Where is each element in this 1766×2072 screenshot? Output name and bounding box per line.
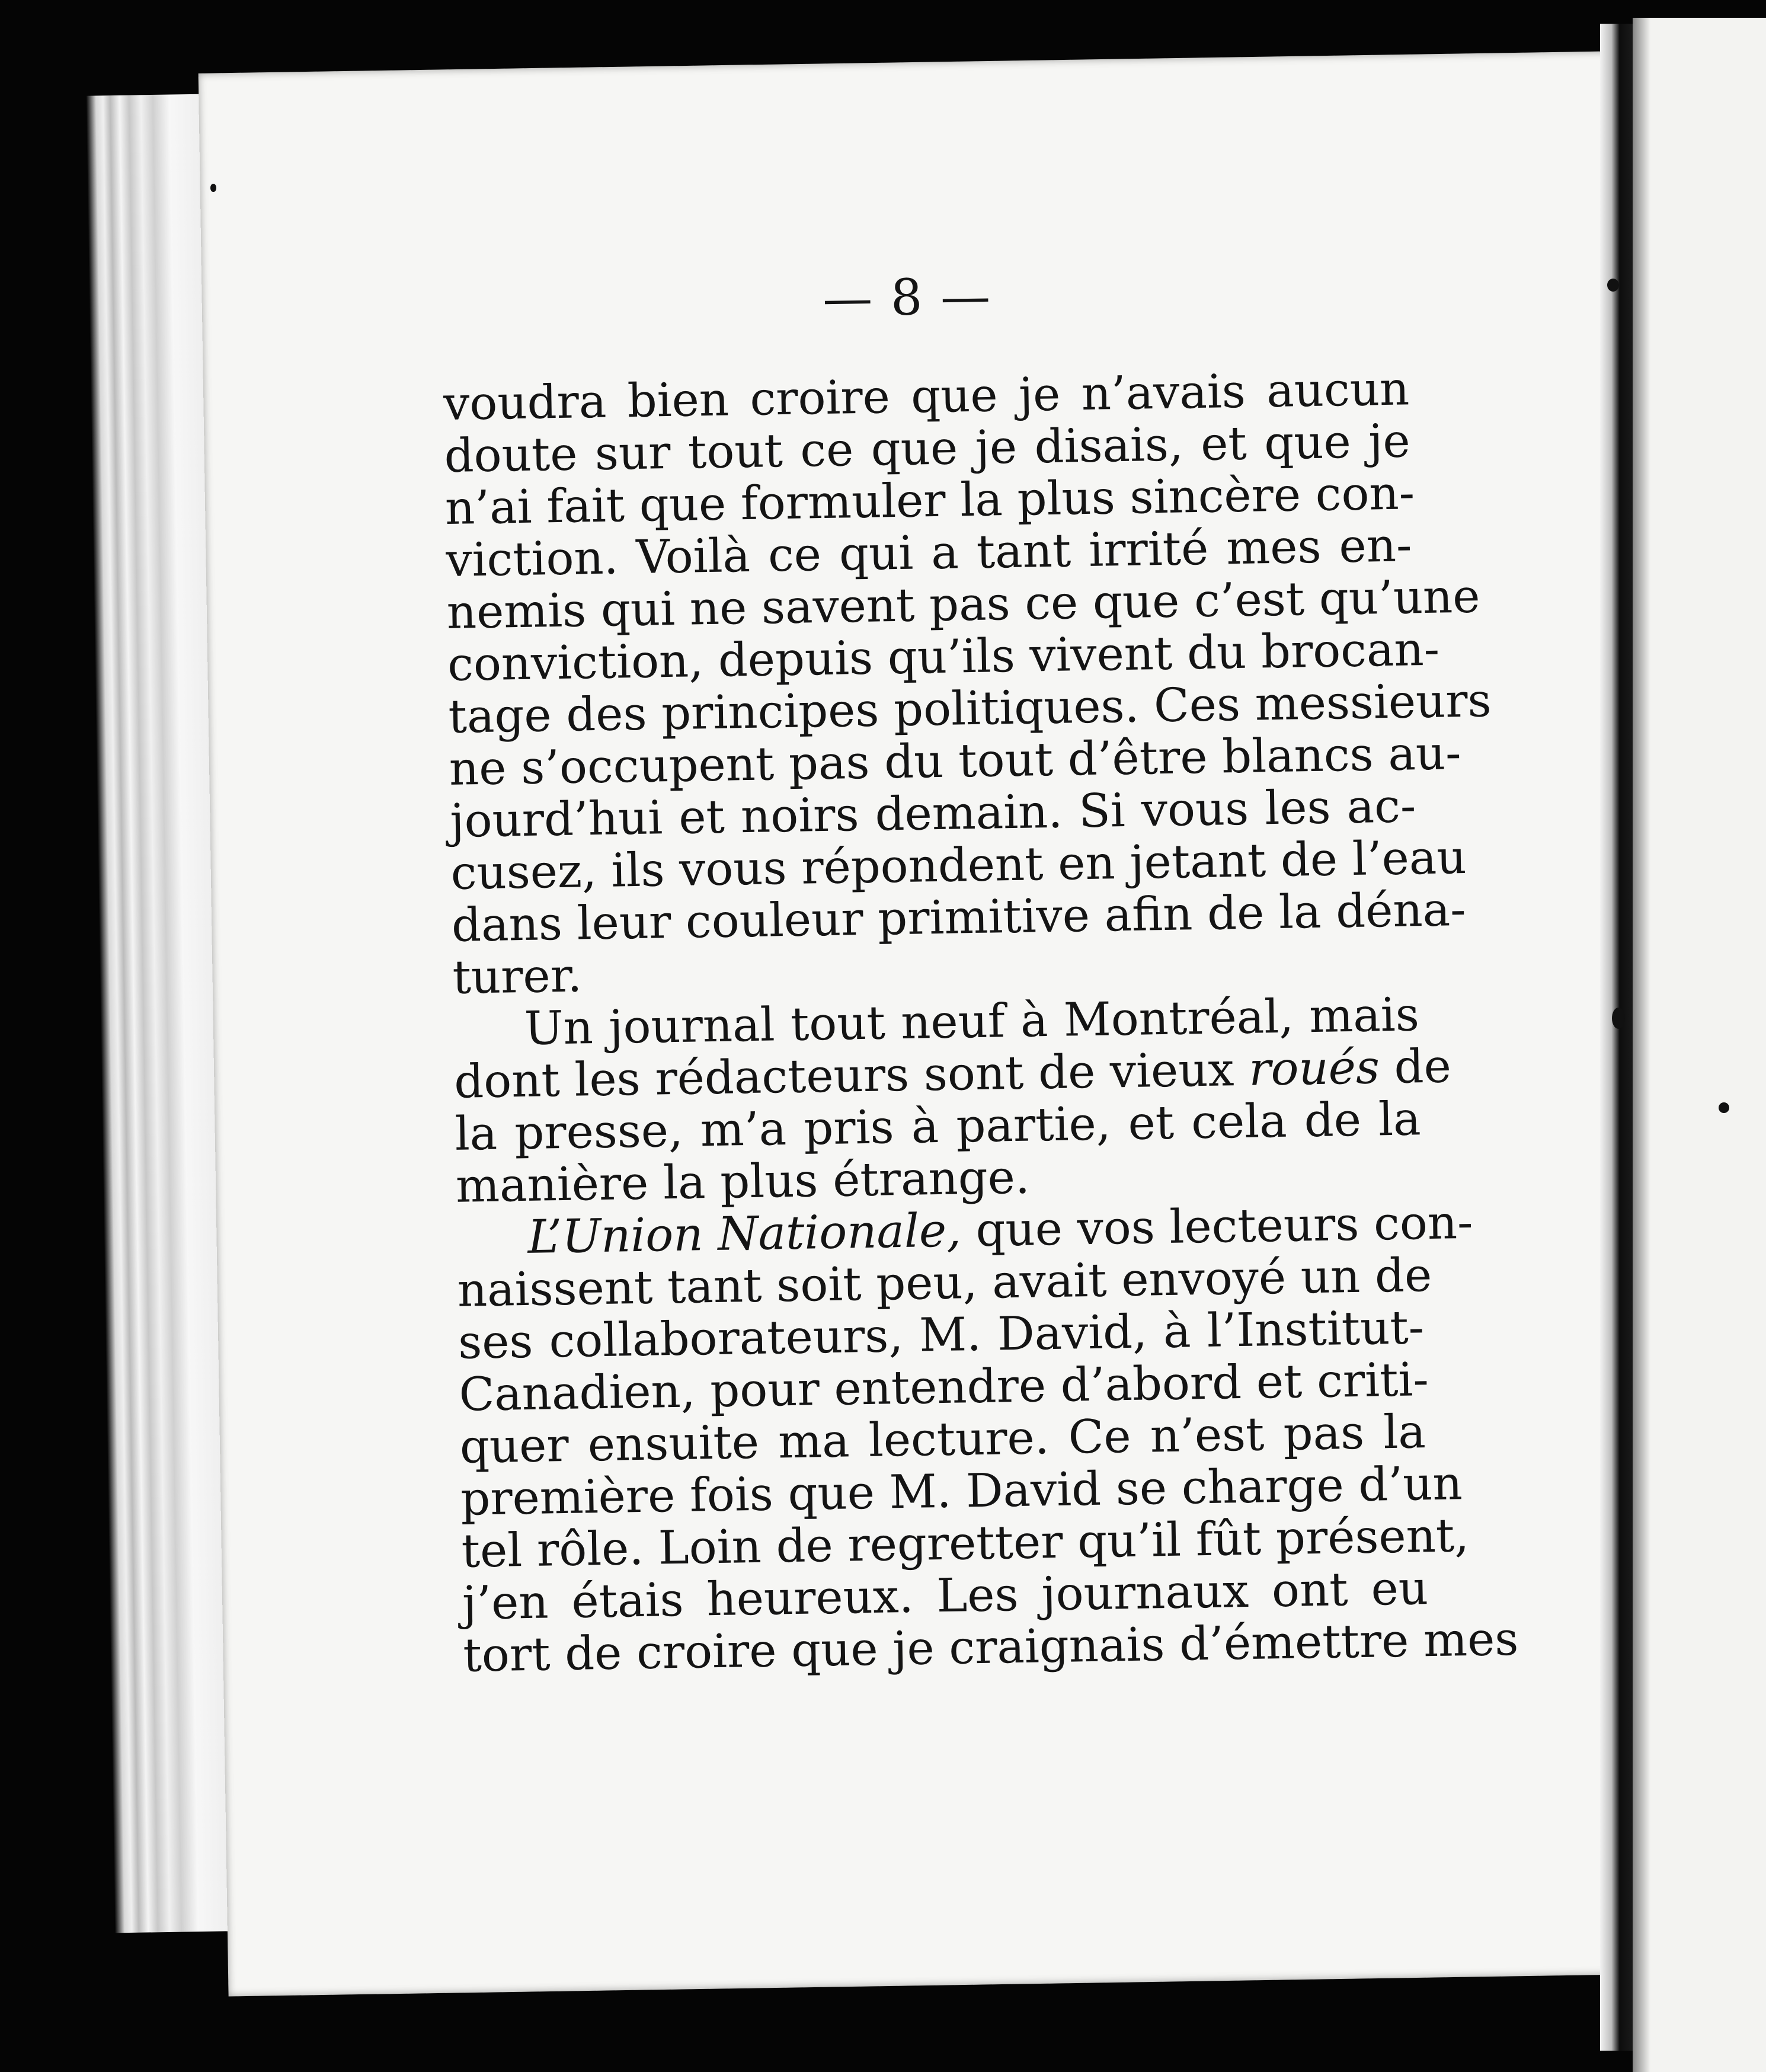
book-gutter	[1600, 24, 1633, 2051]
text-line: jourd’hui et noirs demain. Si vous les ac-	[449, 779, 1416, 848]
text-line: conviction, depuis qu’ils vivent du brocan-	[447, 622, 1440, 692]
text-line: première fois que M. David se charge d’un	[460, 1457, 1463, 1526]
text-line: la presse, m’a pris à partie, et cela de la	[454, 1092, 1422, 1161]
text-line: manière la plus étrange.	[455, 1150, 1031, 1213]
text-line: tort de croire que je craignais d’émettre mes	[462, 1612, 1519, 1683]
text-line: cusez, ils vous répondent en jetant de l’eau	[450, 830, 1467, 900]
text-line: voudra bien croire que je n’avais aucun	[443, 362, 1410, 431]
text-fragment: que vos lecteurs con-	[975, 1195, 1474, 1258]
text-line: Un journal tout neuf à Montréal, mais	[524, 988, 1420, 1056]
text-line: quer ensuite ma lecture. Ce n’est pas la	[459, 1405, 1426, 1474]
text-line: viction. Voilà ce qui a tant irrité mes en-	[445, 519, 1412, 587]
text-line: tage des principes politiques. Ces messieurs	[447, 674, 1492, 744]
text-line: ne s’occupent pas du tout d’être blancs au-	[449, 727, 1462, 796]
page-text	[442, 263, 1519, 1683]
ink-speck	[1719, 1102, 1729, 1113]
italic-text: roués	[1248, 1041, 1380, 1096]
text-fragment: de	[1393, 1040, 1452, 1094]
paragraph-2	[453, 988, 1452, 1213]
text-line: dans leur couleur primitive afin de la déna-	[451, 882, 1467, 952]
text-line: ses collaborateurs, M. David, à l’Institut-	[458, 1301, 1425, 1370]
facing-page-shadow	[1633, 18, 1650, 2072]
text-line: n’ai fait que formuler la plus sincère con-	[444, 466, 1415, 535]
text-fragment: dont les rédacteurs sont de vieux	[453, 1043, 1235, 1109]
text-line: j’en étais heureux. Les journaux ont eu	[462, 1562, 1429, 1630]
paragraph-3	[456, 1195, 1519, 1683]
ink-speck	[1607, 279, 1619, 292]
text-line: tel rôle. Loin de regretter qu’il fût présent,	[461, 1509, 1470, 1578]
text-line: doute sur tout ce que je disais, et que je	[444, 414, 1411, 483]
ink-speck	[210, 184, 216, 192]
ink-speck	[1612, 1008, 1625, 1029]
text-line: Canadien, pour entendre d’abord et criti-	[458, 1353, 1429, 1422]
facing-page-edge	[1633, 18, 1766, 2072]
text-line: naissent tant soit peu, avait envoyé un de	[457, 1248, 1432, 1318]
text-line: nemis qui ne savent pas ce que c’est qu’une	[446, 570, 1481, 639]
page-number: — 8 —	[822, 267, 992, 328]
italic-text: L’Union Nationale,	[527, 1204, 962, 1264]
text-line: turer.	[452, 949, 583, 1005]
paragraph-1	[443, 362, 1492, 1005]
